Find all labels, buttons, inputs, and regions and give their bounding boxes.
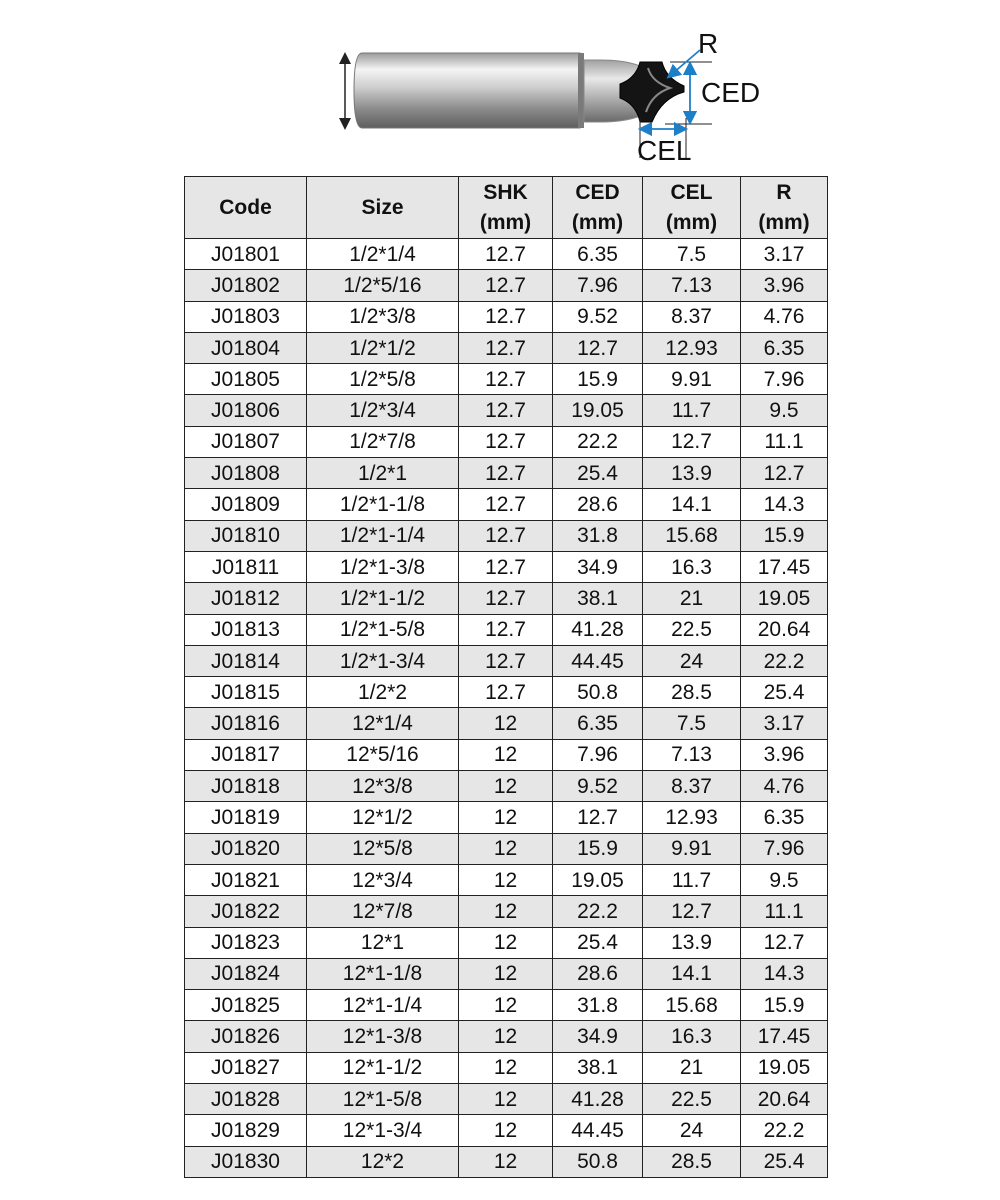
cell-code: J01808 [185,458,307,489]
cell-code: J01809 [185,489,307,520]
header-r-unit: (mm) [758,210,810,234]
table-row [185,833,828,864]
cell-size: 1/2*1/4 [307,239,459,270]
cell-code: J01806 [185,395,307,426]
cell-r: 14.3 [741,489,828,520]
header-code [185,177,307,239]
header-shk [459,177,553,239]
cell-shk: 12.7 [459,645,553,676]
table-row [185,239,828,270]
cell-r: 22.2 [741,1115,828,1146]
ced-label: CED [701,77,761,108]
header-shk-label: SHK [483,180,528,204]
cell-ced: 12.7 [553,332,643,363]
cell-size: 12*1-1/4 [307,990,459,1021]
table-row [185,1052,828,1083]
header-cel [643,177,741,239]
cell-size: 12*3/4 [307,864,459,895]
table-row [185,1021,828,1052]
cell-shk: 12.7 [459,239,553,270]
cell-r: 3.17 [741,239,828,270]
table-row [185,1146,828,1177]
cell-code: J01829 [185,1115,307,1146]
cell-ced: 28.6 [553,958,643,989]
cell-shk: 12.7 [459,614,553,645]
cell-code: J01825 [185,990,307,1021]
cell-size: 1/2*1/2 [307,332,459,363]
cell-ced: 6.35 [553,708,643,739]
cell-size: 12*1/2 [307,802,459,833]
cell-shk: 12.7 [459,677,553,708]
header-cel-unit: (mm) [665,210,718,234]
cell-size: 1/2*1-1/2 [307,583,459,614]
table-row [185,489,828,520]
cell-r: 19.05 [741,1052,828,1083]
cell-code: J01810 [185,520,307,551]
cell-size: 12*5/8 [307,833,459,864]
cell-cel: 24 [643,645,741,676]
cell-r: 6.35 [741,802,828,833]
table-row [185,364,828,395]
header-ced-label: CED [575,180,620,204]
cell-code: J01811 [185,551,307,582]
cell-code: J01813 [185,614,307,645]
cell-size: 12*1 [307,927,459,958]
cell-cel: 12.93 [643,802,741,833]
header-cel-label: CEL [670,180,713,204]
cell-r: 6.35 [741,332,828,363]
cell-r: 9.5 [741,864,828,895]
cell-size: 1/2*5/8 [307,364,459,395]
table-row [185,645,828,676]
cell-ced: 44.45 [553,645,643,676]
cell-code: J01824 [185,958,307,989]
cell-r: 7.96 [741,833,828,864]
cell-size: 12*1/4 [307,708,459,739]
cell-cel: 15.68 [643,990,741,1021]
table-row [185,583,828,614]
cell-code: J01819 [185,802,307,833]
cell-cel: 12.7 [643,426,741,457]
cell-code: J01827 [185,1052,307,1083]
cell-r: 20.64 [741,1084,828,1115]
cell-size: 12*1-1/2 [307,1052,459,1083]
cell-shk: 12 [459,708,553,739]
cell-cel: 21 [643,583,741,614]
table-row [185,270,828,301]
cell-ced: 34.9 [553,1021,643,1052]
header-shk-unit: (mm) [479,210,532,234]
cell-shk: 12 [459,990,553,1021]
cell-ced: 7.96 [553,270,643,301]
cell-code: J01820 [185,833,307,864]
cell-code: J01830 [185,1146,307,1177]
cell-ced: 19.05 [553,864,643,895]
cell-ced: 34.9 [553,551,643,582]
cell-shk: 12.7 [459,489,553,520]
cell-ced: 22.2 [553,426,643,457]
cell-r: 3.96 [741,270,828,301]
table-row [185,990,828,1021]
cell-size: 12*1-5/8 [307,1084,459,1115]
cell-size: 1/2*3/4 [307,395,459,426]
table-row [185,458,828,489]
cell-r: 19.05 [741,583,828,614]
table-row [185,520,828,551]
cell-code: J01804 [185,332,307,363]
table-row [185,927,828,958]
cell-ced: 9.52 [553,771,643,802]
cell-shk: 12.7 [459,583,553,614]
cell-cel: 28.5 [643,1146,741,1177]
cell-ced: 41.28 [553,614,643,645]
cell-r: 17.45 [741,551,828,582]
cell-ced: 15.9 [553,833,643,864]
cell-cel: 8.37 [643,301,741,332]
header-row [185,177,828,239]
header-r-label: R [776,180,792,204]
cell-ced: 50.8 [553,677,643,708]
cell-shk: 12 [459,802,553,833]
router-bit-diagram [0,0,1000,175]
cell-cel: 24 [643,1115,741,1146]
table-row [185,332,828,363]
cell-cel: 21 [643,1052,741,1083]
cell-shk: 12.7 [459,426,553,457]
cell-shk: 12 [459,896,553,927]
cell-size: 12*1-3/4 [307,1115,459,1146]
cell-r: 22.2 [741,645,828,676]
table-row [185,864,828,895]
table-row [185,677,828,708]
cell-cel: 7.13 [643,270,741,301]
cell-r: 15.9 [741,990,828,1021]
cell-size: 12*2 [307,1146,459,1177]
cell-shk: 12 [459,1052,553,1083]
cell-ced: 9.52 [553,301,643,332]
cell-ced: 50.8 [553,1146,643,1177]
cell-size: 12*5/16 [307,739,459,770]
cell-shk: 12 [459,864,553,895]
cell-code: J01826 [185,1021,307,1052]
cell-size: 12*1-1/8 [307,958,459,989]
cell-shk: 12.7 [459,364,553,395]
cell-ced: 25.4 [553,927,643,958]
cell-r: 11.1 [741,426,828,457]
cell-cel: 16.3 [643,551,741,582]
header-ced-unit: (mm) [571,210,624,234]
cell-cel: 15.68 [643,520,741,551]
cell-shk: 12 [459,927,553,958]
cell-size: 1/2*1-3/8 [307,551,459,582]
cell-shk: 12.7 [459,395,553,426]
cell-r: 3.96 [741,739,828,770]
table-row [185,1115,828,1146]
spec-table-body [185,239,828,1178]
cell-shk: 12.7 [459,332,553,363]
cell-cel: 22.5 [643,1084,741,1115]
cell-code: J01807 [185,426,307,457]
cell-code: J01814 [185,645,307,676]
cell-shk: 12 [459,1021,553,1052]
cell-ced: 44.45 [553,1115,643,1146]
cell-cel: 13.9 [643,458,741,489]
cell-r: 25.4 [741,1146,828,1177]
cell-ced: 22.2 [553,896,643,927]
cell-code: J01823 [185,927,307,958]
cell-size: 1/2*7/8 [307,426,459,457]
table-row [185,426,828,457]
cell-cel: 7.5 [643,239,741,270]
cell-r: 11.1 [741,896,828,927]
cell-ced: 38.1 [553,583,643,614]
table-row [185,896,828,927]
cell-cel: 11.7 [643,864,741,895]
header-ced [553,177,643,239]
spec-table [184,176,828,1178]
cell-cel: 7.5 [643,708,741,739]
cell-cel: 22.5 [643,614,741,645]
cell-shk: 12 [459,1084,553,1115]
cell-r: 20.64 [741,614,828,645]
cell-size: 1/2*1 [307,458,459,489]
cell-code: J01816 [185,708,307,739]
cell-ced: 28.6 [553,489,643,520]
cell-cel: 16.3 [643,1021,741,1052]
cell-size: 12*7/8 [307,896,459,927]
cell-code: J01828 [185,1084,307,1115]
cell-cel: 9.91 [643,833,741,864]
cell-code: J01815 [185,677,307,708]
table-row [185,551,828,582]
cell-code: J01802 [185,270,307,301]
cell-cel: 14.1 [643,489,741,520]
cell-cel: 28.5 [643,677,741,708]
spec-table-header [185,177,828,239]
cell-r: 12.7 [741,458,828,489]
cell-cel: 12.93 [643,332,741,363]
header-r [741,177,828,239]
cell-r: 12.7 [741,927,828,958]
table-row [185,395,828,426]
cell-size: 1/2*2 [307,677,459,708]
cell-size: 12*1-3/8 [307,1021,459,1052]
cell-size: 1/2*1-5/8 [307,614,459,645]
table-row [185,958,828,989]
cell-cel: 14.1 [643,958,741,989]
cell-ced: 31.8 [553,520,643,551]
table-row [185,1084,828,1115]
cell-code: J01822 [185,896,307,927]
cell-code: J01805 [185,364,307,395]
cell-shk: 12 [459,771,553,802]
cell-r: 3.17 [741,708,828,739]
cell-size: 1/2*1-1/4 [307,520,459,551]
cell-code: J01821 [185,864,307,895]
cell-ced: 7.96 [553,739,643,770]
shank-shape [354,53,584,128]
cell-r: 15.9 [741,520,828,551]
cell-shk: 12.7 [459,520,553,551]
cell-code: J01801 [185,239,307,270]
cell-code: J01818 [185,771,307,802]
cell-cel: 11.7 [643,395,741,426]
cell-code: J01803 [185,301,307,332]
table-row [185,739,828,770]
cell-shk: 12.7 [459,458,553,489]
table-row [185,708,828,739]
cell-ced: 6.35 [553,239,643,270]
cell-size: 1/2*5/16 [307,270,459,301]
cell-code: J01817 [185,739,307,770]
cell-ced: 38.1 [553,1052,643,1083]
header-size-label: Size [361,195,404,219]
cell-shk: 12.7 [459,270,553,301]
cell-cel: 7.13 [643,739,741,770]
cell-shk: 12 [459,958,553,989]
cell-ced: 15.9 [553,364,643,395]
cell-shk: 12.7 [459,551,553,582]
cell-size: 1/2*1-3/4 [307,645,459,676]
cell-r: 4.76 [741,771,828,802]
r-label: R [698,28,719,59]
cell-size: 1/2*1-1/8 [307,489,459,520]
cell-r: 14.3 [741,958,828,989]
cell-shk: 12 [459,739,553,770]
cell-r: 25.4 [741,677,828,708]
cell-ced: 25.4 [553,458,643,489]
table-row [185,802,828,833]
header-size [307,177,459,239]
cell-size: 12*3/8 [307,771,459,802]
cell-cel: 8.37 [643,771,741,802]
cell-r: 7.96 [741,364,828,395]
cell-r: 4.76 [741,301,828,332]
cell-ced: 31.8 [553,990,643,1021]
cell-cel: 9.91 [643,364,741,395]
cell-shk: 12 [459,1115,553,1146]
cell-ced: 12.7 [553,802,643,833]
cell-code: J01812 [185,583,307,614]
cell-cel: 12.7 [643,896,741,927]
cell-r: 9.5 [741,395,828,426]
cell-ced: 41.28 [553,1084,643,1115]
cell-size: 1/2*3/8 [307,301,459,332]
header-code-label: Code [219,195,272,219]
cell-shk: 12 [459,833,553,864]
cell-r: 17.45 [741,1021,828,1052]
cell-shk: 12 [459,1146,553,1177]
table-row [185,614,828,645]
table-row [185,301,828,332]
cel-label: CEL [637,135,692,166]
cell-shk: 12.7 [459,301,553,332]
cell-ced: 19.05 [553,395,643,426]
cell-cel: 13.9 [643,927,741,958]
table-row [185,771,828,802]
